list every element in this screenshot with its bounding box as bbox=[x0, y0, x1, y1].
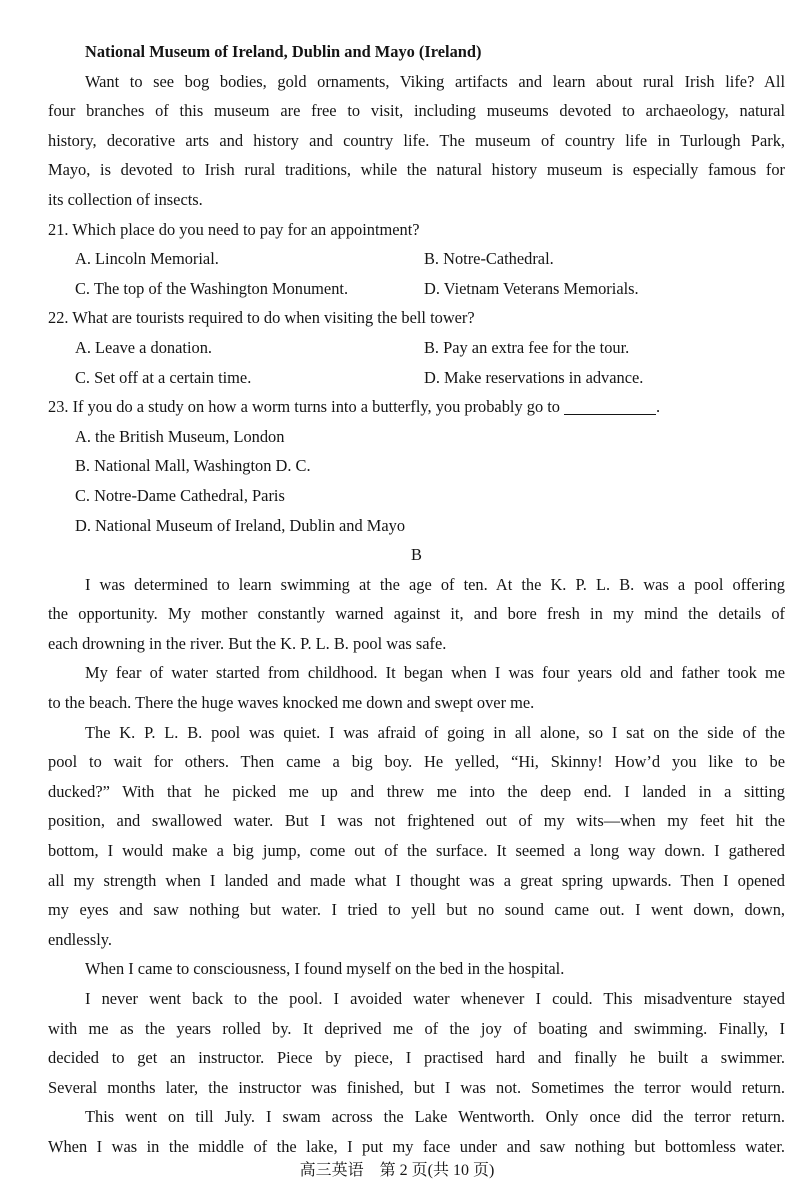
passage-line: When I was in the middle of the lake, I put my face under and saw nothing but bottomless water. bbox=[48, 1136, 785, 1156]
option-d: D. Vietnam Veterans Memorials. bbox=[424, 278, 639, 298]
section-heading: B bbox=[411, 545, 422, 565]
passage-line: to the beach. There the huge waves knocked me down and swept over me. bbox=[48, 693, 535, 713]
option-c: C. The top of the Washington Monument. bbox=[75, 278, 349, 298]
passage-line: I was determined to learn swimming at the age of ten. At the K. P. L. B. was a pool offering bbox=[85, 574, 785, 594]
option-d: D. Make reservations in advance. bbox=[424, 367, 644, 387]
passage-line: This went on till July. I swam across the Lake Wentworth. Only once did the terror return. bbox=[85, 1107, 785, 1127]
page-footer: 高三英语 第 2 页(共 10 页) bbox=[299, 1162, 495, 1179]
option-a: A. Lincoln Memorial. bbox=[75, 249, 219, 269]
option-a: A. Leave a donation. bbox=[75, 337, 212, 357]
passage-line: When I came to consciousness, I found myself on the bed in the hospital. bbox=[85, 959, 565, 979]
passage-line: Several months later, the instructor was finished, but I was not. Sometimes the terror would return. bbox=[48, 1077, 785, 1097]
passage-line: history, decorative arts and history and country life. The museum of country life in Turlough Park, bbox=[48, 130, 785, 150]
option-b: B. National Mall, Washington D. C. bbox=[75, 456, 311, 476]
passage-line: four branches of this museum are free to visit, including museums devoted to archaeology, natural bbox=[48, 101, 785, 121]
answer-blank bbox=[564, 396, 656, 415]
question-22-stem: 22. What are tourists required to do when visiting the bell tower? bbox=[48, 308, 475, 328]
passage-line: My fear of water started from childhood. It began when I was four years old and father took me bbox=[85, 663, 785, 683]
option-b: B. Pay an extra fee for the tour. bbox=[424, 337, 630, 357]
passage-line: decided to get an instructor. Piece by piece, I practised hard and finally he built a swimmer. bbox=[48, 1048, 785, 1068]
option-c: C. Notre-Dame Cathedral, Paris bbox=[75, 485, 285, 505]
passage-line: bottom, I would make a big jump, come out of the surface. It seemed a long way down. I gathered bbox=[48, 841, 785, 861]
question-23-stem bbox=[48, 392, 785, 422]
option-b: B. Notre-Cathedral. bbox=[424, 249, 554, 269]
passage-line: ducked?” With that he picked me up and threw me into the deep end. I landed in a sitting bbox=[48, 781, 785, 801]
question-23-stem-text: 23. If you do a study on how a worm turns into a butterfly, you probably go to bbox=[48, 397, 560, 417]
question-22-options-row-1 bbox=[48, 333, 785, 363]
passage-line: all my strength when I landed and made what I thought was a great spring upwards. Then I opened bbox=[48, 870, 785, 890]
passage-line: the opportunity. My mother constantly warned against it, and bore fresh in my mind the details of bbox=[48, 604, 785, 624]
question-21-options-row-2 bbox=[48, 274, 785, 304]
passage-line: Want to see bog bodies, gold ornaments, Viking artifacts and learn about rural Irish life? All bbox=[85, 71, 785, 91]
question-21-stem: 21. Which place do you need to pay for an appointment? bbox=[48, 219, 420, 239]
passage-line: endlessly. bbox=[48, 929, 113, 949]
question-22-options-row-2 bbox=[48, 363, 785, 393]
option-a: A. the British Museum, London bbox=[75, 426, 285, 446]
passage-line: pool to wait for others. Then came a big boy. He yelled, “Hi, Skinny! How’d you like to be bbox=[48, 752, 785, 772]
passage-line: Mayo, is devoted to Irish rural traditions, while the natural history museum is especially famous for bbox=[48, 160, 785, 180]
passage-line: its collection of insects. bbox=[48, 189, 203, 209]
passage-line: position, and swallowed water. But I was not frightened out of my wits—when my feet hit the bbox=[48, 811, 785, 831]
option-c: C. Set off at a certain time. bbox=[75, 367, 252, 387]
option-d: D. National Museum of Ireland, Dublin and Mayo bbox=[75, 515, 406, 535]
passage-line: The K. P. L. B. pool was quiet. I was afraid of going in all alone, so I sat on the side of the bbox=[85, 722, 785, 742]
passage-line: each drowning in the river. But the K. P. L. B. pool was safe. bbox=[48, 633, 447, 653]
question-21-options-row-1 bbox=[48, 244, 785, 274]
passage-line: I never went back to the pool. I avoided water whenever I could. This misadventure stayed bbox=[85, 989, 785, 1008]
passage-line: with me as the years rolled by. It deprived me of the joy of boating and swimming. Finally, I bbox=[48, 1018, 785, 1038]
passage-line: my eyes and saw nothing but water. I tried to yell but no sound came out. I went down, down, bbox=[48, 900, 785, 920]
question-23-stem-end: . bbox=[655, 397, 661, 417]
passage-title: National Museum of Ireland, Dublin and Mayo (Ireland) bbox=[85, 42, 482, 61]
page-content bbox=[48, 37, 785, 1162]
